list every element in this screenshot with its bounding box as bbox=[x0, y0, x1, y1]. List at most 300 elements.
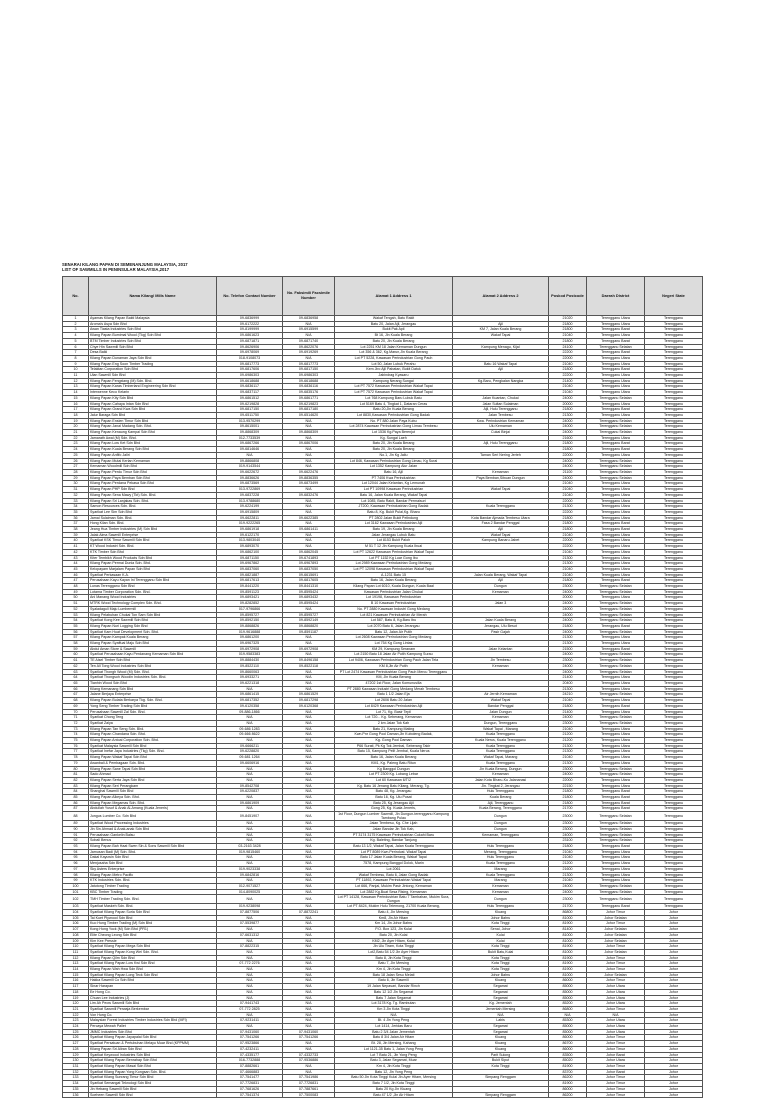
cell-address-1: Batu 18 Jalan Sesu Melati bbox=[335, 972, 453, 978]
cell-address-1: Batu 25, Kg Jerangau Ajil bbox=[335, 800, 453, 806]
cell-state: Terengganu bbox=[645, 715, 703, 721]
cell-mill-name: Kilang Papan Paya Bemban Sdn Bhd bbox=[89, 475, 217, 481]
cell-no: 49 bbox=[63, 589, 89, 595]
cell-contact-number: 09-8884430 bbox=[217, 658, 283, 664]
cell-mill-name: TMH Timber Trading Sdn. Bhd. bbox=[89, 895, 217, 904]
cell-fax-number: N/A bbox=[283, 927, 335, 933]
cell-state: Terengganu bbox=[645, 743, 703, 749]
cell-address-2: Jalan Kuantan, Chukai bbox=[453, 395, 549, 401]
cell-mill-name: Kilang Papan Kity Sdn Bhd bbox=[89, 395, 217, 401]
cell-district: Johor Timur bbox=[587, 1006, 645, 1012]
cell-fax-number: N/A bbox=[283, 855, 335, 861]
cell-address-1: Lot 2150 Batu 18 Jalan Air Putih Kampung Surau bbox=[335, 652, 453, 658]
cell-no: 4 bbox=[63, 333, 89, 339]
cell-state: Terengganu bbox=[645, 441, 703, 447]
cell-address-2: Jln Kuala Berang, Dungun bbox=[453, 766, 549, 772]
cell-postcode: 22000 bbox=[549, 355, 587, 361]
cell-postcode: 85000 bbox=[549, 995, 587, 1001]
cell-no: 100 bbox=[63, 883, 89, 889]
cell-state: Terengganu bbox=[645, 475, 703, 481]
cell-fax-number: 09-6837050 bbox=[283, 566, 335, 572]
cell-postcode: 85020 bbox=[549, 1058, 587, 1064]
cell-contact-number: 09-6861909 bbox=[217, 800, 283, 806]
cell-no: 75 bbox=[63, 738, 89, 744]
cell-postcode: 21040 bbox=[549, 849, 587, 855]
cell-no: 23 bbox=[63, 441, 89, 447]
cell-mill-name: Kilang Papan Kampak Kuala Berang bbox=[89, 635, 217, 641]
cell-no: 91 bbox=[63, 832, 89, 838]
cell-no: 24 bbox=[63, 447, 89, 453]
cell-district: Terengganu Utara bbox=[587, 709, 645, 715]
cell-no: 77 bbox=[63, 749, 89, 755]
cell-address-1: PT 11892, Kawasan Perindustrian Wakaf Tapai bbox=[335, 878, 453, 884]
cell-district: Terengganu Utara bbox=[587, 738, 645, 744]
cell-postcode: 23100 bbox=[549, 838, 587, 844]
cell-mill-name: Samon Resources Sdn. Bhd. bbox=[89, 504, 217, 510]
cell-address-1: 1st Floor, Dungun Lumber Sawmill, Jln Dungun-terengganu Kampung Tambang Pulau bbox=[335, 812, 453, 821]
cell-district: Terengganu Utara bbox=[587, 686, 645, 692]
cell-contact-number: 09-6817150 bbox=[217, 407, 283, 413]
cell-postcode: 81900 bbox=[549, 967, 587, 973]
cell-address-1: Lot 2989 Kawasan Perindustrian Gong Medang bbox=[335, 561, 453, 567]
cell-address-1: Bt. 28, Jln Mersing, Kahang bbox=[335, 1041, 453, 1047]
cell-postcode: 22000 bbox=[549, 538, 587, 544]
cell-address-2: Simpang Renggam bbox=[453, 1075, 549, 1081]
table-row bbox=[63, 675, 703, 681]
cell-contact-number: 07-7541266 bbox=[217, 1035, 283, 1041]
cell-postcode: 21300 bbox=[549, 561, 587, 567]
cell-no: 105 bbox=[63, 915, 89, 921]
cell-address-2: Jalan Kota Bharu-Ku Jalananasi bbox=[453, 777, 549, 783]
cell-district: Johor Utara bbox=[587, 1018, 645, 1024]
cell-postcode: 21500 bbox=[549, 646, 587, 652]
cell-postcode: 24000 bbox=[549, 772, 587, 778]
cell-postcode: 21800 bbox=[549, 447, 587, 453]
cell-no: 82 bbox=[63, 777, 89, 783]
cell-mill-name: Elite Cheong Leong Sdn Bhd bbox=[89, 932, 217, 938]
cell-no: 48 bbox=[63, 584, 89, 590]
cell-address-2: Ajil bbox=[453, 527, 549, 533]
cell-fax-number: 09-6622385 bbox=[283, 515, 335, 521]
cell-state: Johor bbox=[645, 1006, 703, 1012]
cell-fax-number: N/A bbox=[283, 772, 335, 778]
cell-address-1: Batu 4, Jln Mersing bbox=[335, 910, 453, 916]
cell-address-1: P66 Surati, Pk Kg Tok Jembal, Seberang Takir bbox=[335, 743, 453, 749]
cell-fax-number: N/A bbox=[283, 1012, 335, 1018]
cell-state: Johor bbox=[645, 989, 703, 995]
cell-mill-name: Syarikat Lee Sim Sdn Bhd bbox=[89, 509, 217, 515]
cell-address-1: Wakaf Tengah, Batu Rakit bbox=[335, 316, 453, 322]
cell-state: Terengganu bbox=[645, 675, 703, 681]
cell-address-2: Kuala Terengganu bbox=[453, 760, 549, 766]
cell-address-1: Lot PT 5228, Kawasan Perindustrian Gong Pauh bbox=[335, 355, 453, 361]
cell-fax-number: N/A bbox=[283, 832, 335, 838]
cell-fax-number: N/A bbox=[283, 984, 335, 990]
cell-postcode: 21020 bbox=[549, 316, 587, 322]
cell-fax-number: N/A bbox=[283, 464, 335, 470]
cell-no: 132 bbox=[63, 1069, 89, 1075]
cell-address-2: Kota Tinggi bbox=[453, 1064, 549, 1070]
cell-state: Terengganu bbox=[645, 373, 703, 379]
cell-contact-number: 012-7733539 bbox=[217, 435, 283, 441]
cell-mill-name: Tianhin Wood Sdn Bhd bbox=[89, 681, 217, 687]
cell-address-1: Lot 2070 Batu 6, Jalan Jerangau bbox=[335, 623, 453, 629]
cell-mill-name: Kemaman Woodmill Sdn Bhd bbox=[89, 464, 217, 470]
cell-fax-number: 09-6219823 bbox=[283, 401, 335, 407]
cell-postcode: 24000 bbox=[549, 601, 587, 607]
cell-postcode: 21040 bbox=[549, 549, 587, 555]
cell-mill-name: Chye Hin Sawmill Sdn Bhd bbox=[89, 344, 217, 350]
cell-state: Terengganu bbox=[645, 578, 703, 584]
cell-district: Johor Timur bbox=[587, 1086, 645, 1092]
cell-contact-number: 09-6606916 bbox=[217, 760, 283, 766]
cell-address-1: B 10 Kawasan Perindustrian bbox=[335, 601, 453, 607]
cell-state: Terengganu bbox=[645, 469, 703, 475]
cell-address-2: Hulu Terengganu bbox=[453, 855, 549, 861]
cell-contact-number: 09-6871150 bbox=[217, 555, 283, 561]
cell-district: Terengganu Utara bbox=[587, 555, 645, 561]
cell-address-1: Bt 16, Jln Kuala Berang bbox=[335, 333, 453, 339]
cell-contact-number: 09-6622672 bbox=[217, 469, 283, 475]
cell-no: 88 bbox=[63, 812, 89, 821]
cell-no: 64 bbox=[63, 675, 89, 681]
cell-fax-number: N/A bbox=[283, 686, 335, 692]
cell-mill-name: MTRK Wood Technology Complex Sdn. Bhd. bbox=[89, 601, 217, 607]
cell-contact-number: 07-8882661 bbox=[217, 1064, 283, 1070]
cell-address-2: Kluang bbox=[453, 978, 549, 984]
cell-address-2: Labis bbox=[453, 1018, 549, 1024]
cell-no: 19 bbox=[63, 418, 89, 424]
cell-state: Johor bbox=[645, 949, 703, 955]
cell-address-2: Hulu Terengganu bbox=[453, 904, 549, 910]
cell-district: Johor Utara bbox=[587, 1058, 645, 1064]
cell-contact-number: 09-681 1264 bbox=[217, 755, 283, 761]
cell-district: Terengganu Utara bbox=[587, 872, 645, 878]
cell-postcode: 86700 bbox=[549, 1041, 587, 1047]
cell-state: Johor bbox=[645, 995, 703, 1001]
cell-contact-number: 019-9583383 bbox=[217, 652, 283, 658]
cell-contact-number: 019-9238098 bbox=[217, 904, 283, 910]
cell-address-1: Lot 8153 Bukit Paloh bbox=[335, 538, 453, 544]
cell-no: 53 bbox=[63, 612, 89, 618]
cell-address-1: Lot PT 1152 Kg Luar Gong Ibu bbox=[335, 555, 453, 561]
cell-district: Johor Timur bbox=[587, 961, 645, 967]
cell-address-1: Batu 16, Ajil bbox=[335, 469, 453, 475]
cell-state: Terengganu bbox=[645, 487, 703, 493]
cell-no: 1 bbox=[63, 316, 89, 322]
cell-address-2: Ulu Kemaman bbox=[453, 424, 549, 430]
cell-fax-number: N/A bbox=[283, 766, 335, 772]
cell-postcode: 21040 bbox=[549, 572, 587, 578]
cell-postcode: 23000 bbox=[549, 895, 587, 904]
cell-mill-name: Kilang Papan Kenaung Kampai Sdn Bhd bbox=[89, 430, 217, 436]
cell-fax-number: 09-6832476 bbox=[283, 492, 335, 498]
cell-mill-name: Abdullah Yusof & Anak Al-Amang (Kuala Jeneris) bbox=[89, 806, 217, 812]
table-row bbox=[63, 806, 703, 812]
cell-mill-name: Jalur Baraga Sdn Bhd bbox=[89, 412, 217, 418]
cell-contact-number: N/A bbox=[217, 1012, 283, 1018]
cell-address-1: Lot 5169 Batu 4, Tingkat 1, Dataran Ceras bbox=[335, 401, 453, 407]
cell-postcode: 24100 bbox=[549, 344, 587, 350]
cell-district: Terengganu Selatan bbox=[587, 652, 645, 658]
cell-postcode: 81900 bbox=[549, 1064, 587, 1070]
cell-fax-number: N/A bbox=[283, 321, 335, 327]
cell-mill-name: Ani Manang Wood Industries bbox=[89, 595, 217, 601]
cell-contact-number: 09-8868826 bbox=[217, 623, 283, 629]
cell-fax-number: N/A bbox=[283, 861, 335, 867]
cell-postcode: 21800 bbox=[549, 327, 587, 333]
cell-address-2: Ajil bbox=[453, 367, 549, 373]
cell-address-1: Batu 6, Jln Sawmill bbox=[335, 978, 453, 984]
cell-no: 42 bbox=[63, 549, 89, 555]
cell-fax-number: 09-6867006 bbox=[283, 441, 335, 447]
cell-postcode: 22200 bbox=[549, 509, 587, 515]
cell-postcode: 21300 bbox=[549, 686, 587, 692]
cell-contact-number: 09-6122170 bbox=[217, 532, 283, 538]
cell-postcode: 21800 bbox=[549, 795, 587, 801]
cell-postcode: 23000 bbox=[549, 766, 587, 772]
cell-contact-number: 09-6978069 bbox=[217, 350, 283, 356]
cell-district: Terengganu Utara bbox=[587, 384, 645, 390]
cell-state: Terengganu bbox=[645, 527, 703, 533]
cell-state: Johor bbox=[645, 1081, 703, 1087]
cell-address-1: Batu 21, Kampung Mating bbox=[335, 726, 453, 732]
cell-contact-number: 07-8877506 bbox=[217, 910, 283, 916]
cell-no: 97 bbox=[63, 866, 89, 872]
cell-no: 98 bbox=[63, 872, 89, 878]
cell-state: Terengganu bbox=[645, 726, 703, 732]
cell-state: Terengganu bbox=[645, 333, 703, 339]
cell-state: Terengganu bbox=[645, 595, 703, 601]
cell-no: 70 bbox=[63, 709, 89, 715]
cell-contact-number: 09-6228820 bbox=[217, 749, 283, 755]
cell-address-1: Batu 15, Kampung Pelit Jembal, Kuala Nerus bbox=[335, 749, 453, 755]
table-row bbox=[63, 738, 703, 744]
cell-postcode: 21400 bbox=[549, 675, 587, 681]
cell-contact-number: 09-886-1866 bbox=[217, 709, 283, 715]
cell-address-2: Ajil, Hulu Terengganu bbox=[453, 407, 549, 413]
cell-district: Terengganu Barat bbox=[587, 703, 645, 709]
cell-postcode: 22200 bbox=[549, 350, 587, 356]
cell-address-1: PT 7406 Kwa Perindustrian bbox=[335, 475, 453, 481]
cell-contact-number: 07-7726831 bbox=[217, 1081, 283, 1087]
cell-no: 110 bbox=[63, 944, 89, 950]
cell-postcode: 21600 bbox=[549, 435, 587, 441]
cell-postcode: 24000 bbox=[549, 424, 587, 430]
cell-address-1: 2 km Jalan Tok Kah bbox=[335, 720, 453, 726]
cell-contact-number: N/A bbox=[217, 806, 283, 812]
cell-postcode: 24000 bbox=[549, 589, 587, 595]
cell-postcode: 23000 bbox=[549, 658, 587, 664]
cell-mill-name: Awanbali & Pembagaan Sdn. Bhd. bbox=[89, 760, 217, 766]
cell-district: Terengganu Barat bbox=[587, 843, 645, 849]
cell-address-2: Dungun, Terengganu bbox=[453, 720, 549, 726]
sawmill-table bbox=[62, 276, 703, 1098]
cell-no: 31 bbox=[63, 487, 89, 493]
cell-district: Terengganu Selatan bbox=[587, 464, 645, 470]
cell-no: 40 bbox=[63, 538, 89, 544]
cell-mill-name: Kiter Tembikh Wood Products Sdn Bhd bbox=[89, 555, 217, 561]
cell-postcode: 85000 bbox=[549, 1029, 587, 1035]
cell-contact-number: N/A bbox=[217, 967, 283, 973]
cell-postcode: 85000 bbox=[549, 989, 587, 995]
cell-fax-number: N/A bbox=[283, 904, 335, 910]
cell-address-1: Lot 587, Batu 8, Kg.Baru Ibu bbox=[335, 618, 453, 624]
cell-state: Terengganu bbox=[645, 698, 703, 704]
cell-address-1: Lot 3178 Kg. Tg. Rambutan bbox=[335, 1001, 453, 1007]
cell-contact-number: N/A bbox=[217, 715, 283, 721]
cell-no: 62 bbox=[63, 663, 89, 669]
cell-address-1: Jalan Bandar Jln Tok Kah, bbox=[335, 826, 453, 832]
cell-postcode: 21800 bbox=[549, 521, 587, 527]
cell-contact-number: 09-6220837 bbox=[217, 789, 283, 795]
cell-district: Terengganu Utara bbox=[587, 732, 645, 738]
cell-district: Terengganu Utara bbox=[587, 698, 645, 704]
cell-contact-number: 09-6893070 bbox=[217, 544, 283, 550]
cell-mill-name: Syarikat KSK Timur Sawmill Sdn Bhd bbox=[89, 538, 217, 544]
cell-fax-number: N/A bbox=[283, 795, 335, 801]
cell-district: Terengganu Selatan bbox=[587, 692, 645, 698]
cell-address-1: Lot 12044 Jalan Kelantan, Kg Lemunah bbox=[335, 481, 453, 487]
cell-postcode: 21600 bbox=[549, 866, 587, 872]
cell-fax-number: N/A bbox=[283, 720, 335, 726]
cell-mill-name: Interwenne Keco Kelarin bbox=[89, 390, 217, 396]
cell-district: Terengganu Selatan bbox=[587, 601, 645, 607]
cell-state: Terengganu bbox=[645, 646, 703, 652]
cell-postcode: 81000 bbox=[549, 915, 587, 921]
cell-state: Terengganu bbox=[645, 321, 703, 327]
cell-postcode: 21040 bbox=[549, 481, 587, 487]
cell-fax-number: N/A bbox=[283, 812, 335, 821]
cell-district: Terengganu Utara bbox=[587, 566, 645, 572]
cell-district: Terengganu Utara bbox=[587, 504, 645, 510]
cell-district: Johor Timur bbox=[587, 1081, 645, 1087]
cell-contact-number: N/A bbox=[217, 927, 283, 933]
cell-fax-number: 09-8591187 bbox=[283, 629, 335, 635]
cell-fax-number: N/A bbox=[283, 435, 335, 441]
cell-no: 125 bbox=[63, 1029, 89, 1035]
cell-mill-name: Sinar Harapan bbox=[89, 984, 217, 990]
cell-mill-name: Kilang Papan Anfifo Jaliri bbox=[89, 452, 217, 458]
cell-contact-number: N/A bbox=[217, 795, 283, 801]
cell-fax-number: N/A bbox=[283, 978, 335, 984]
cell-mill-name: Von Hung Co. bbox=[89, 1012, 217, 1018]
cell-address-2: Jalan Kuala Berang bbox=[453, 618, 549, 624]
cell-mill-name: Kilang Papan Kuala Berang Sdn Bhd bbox=[89, 447, 217, 453]
cell-address-1: KM1, Kg. Paleng Batu Ritun bbox=[335, 760, 453, 766]
cell-district: Terengganu Selatan bbox=[587, 826, 645, 832]
cell-address-2: Dungun bbox=[453, 826, 549, 832]
cell-contact-number: 09-686 1283 bbox=[217, 726, 283, 732]
cell-district: Terengganu Barat bbox=[587, 789, 645, 795]
cell-address-1: KM 29, Kampung Seranam bbox=[335, 646, 453, 652]
cell-postcode: 21040 bbox=[549, 726, 587, 732]
cell-no: 66 bbox=[63, 686, 89, 692]
cell-postcode: 81000 bbox=[549, 932, 587, 938]
cell-postcode: 24000 bbox=[549, 606, 587, 612]
table-row bbox=[63, 612, 703, 618]
cell-address-1: 7578, Kampung Banggol Dolok, Marin bbox=[335, 861, 453, 867]
cell-address-2: Kemaman bbox=[453, 715, 549, 721]
cell-contact-number: 09-6915809 bbox=[217, 509, 283, 515]
cell-state: Johor bbox=[645, 1086, 703, 1092]
cell-fax-number: N/A bbox=[283, 635, 335, 641]
cell-address-2: Jalan 3 bbox=[453, 601, 549, 607]
cell-postcode: 21040 bbox=[549, 855, 587, 861]
cell-district: Terengganu Selatan bbox=[587, 475, 645, 481]
cell-fax-number: N/A bbox=[283, 777, 335, 783]
table-row bbox=[63, 949, 703, 955]
cell-address-2: Johor Bahru bbox=[453, 915, 549, 921]
cell-fax-number: N/A bbox=[283, 1041, 335, 1047]
cell-mill-name: Kilang Papan Fengxiang (M) Sdn. Bhd. bbox=[89, 378, 217, 384]
cell-postcode: 83500 bbox=[549, 1052, 587, 1058]
cell-address-1: Batu 3, Jalan Segamat, Muar bbox=[335, 1058, 453, 1064]
cell-address-1: Lot PT 12622 Kawasan Perindustrian Wakaf Tapai bbox=[335, 549, 453, 555]
cell-contact-number: 09-6837117 bbox=[217, 390, 283, 396]
cell-mill-name: Kilang Papan Bumimal Wood (Tkg) Sdn Bhd bbox=[89, 333, 217, 339]
cell-mill-name: Shanghai Sawmill Sdn Bhd bbox=[89, 789, 217, 795]
cell-district: Johor Selatan bbox=[587, 932, 645, 938]
cell-state: Johor bbox=[645, 984, 703, 990]
cell-district: Johor Utara bbox=[587, 1029, 645, 1035]
cell-state: Terengganu bbox=[645, 777, 703, 783]
header-address-1: Alamat 1 Address 1 bbox=[335, 277, 453, 316]
cell-no: 94 bbox=[63, 849, 89, 855]
cell-state: Terengganu bbox=[645, 738, 703, 744]
cell-fax-number: 09-6120368 bbox=[283, 703, 335, 709]
cell-address-2: Jalan Kelantan bbox=[453, 646, 549, 652]
cell-fax-number: N/A bbox=[283, 1006, 335, 1012]
cell-address-1: Batu 1 1/2 Jalan Eja bbox=[335, 692, 453, 698]
cell-postcode: 21040 bbox=[549, 566, 587, 572]
cell-no: 113 bbox=[63, 961, 89, 967]
cell-no: 20 bbox=[63, 424, 89, 430]
cell-mill-name: Kilang Papan Wakaf Tapai Sdn Bhd bbox=[89, 755, 217, 761]
cell-fax-number: 09-6873499 bbox=[283, 481, 335, 487]
cell-state: Johor bbox=[645, 1024, 703, 1030]
cell-mill-name: Lotama Timber Corporation Sdn. Bhd. bbox=[89, 589, 217, 595]
table-row bbox=[63, 333, 703, 339]
cell-mill-name: Kuo Hung Timber Trading (M) Sdn Bhd bbox=[89, 921, 217, 927]
cell-no: 7 bbox=[63, 350, 89, 356]
cell-district: Terengganu Selatan bbox=[587, 589, 645, 595]
cell-address-2: Kuala Nerus, Kuala Terengganu bbox=[453, 738, 549, 744]
cell-postcode: 24000 bbox=[549, 715, 587, 721]
cell-address-2: Ajil, Hulu Terengganu bbox=[453, 441, 549, 447]
cell-state: Terengganu bbox=[645, 629, 703, 635]
cell-address-2: Air Jernih Kemaman bbox=[453, 692, 549, 698]
cell-mill-name: Syarikat Perusahaan Kayu Perdanang Kemaman Sdn Bhd bbox=[89, 652, 217, 658]
cell-postcode: 24000 bbox=[549, 889, 587, 895]
cell-address-1: Jalan Tembesu, Kg. Che Lijah bbox=[335, 821, 453, 827]
cell-fax-number: 09-8595424 bbox=[283, 601, 335, 607]
cell-address-1: Lot 754 Kg Gong Lintas bbox=[335, 641, 453, 647]
cell-mill-name: Aroma's Asya Sdn Bhd bbox=[89, 321, 217, 327]
cell-address-2: Ajil bbox=[453, 321, 549, 327]
cell-contact-number: 09-6861623 bbox=[217, 333, 283, 339]
cell-address-2: Taman Seri Nering Jerteh bbox=[453, 452, 549, 458]
cell-district: Terengganu Utara bbox=[587, 755, 645, 761]
cell-fax-number: N/A bbox=[283, 606, 335, 612]
cell-fax-number: N/A bbox=[283, 866, 335, 872]
cell-fax-number: N/A bbox=[283, 544, 335, 550]
cell-postcode: 21200 bbox=[549, 738, 587, 744]
cell-mill-name: Kilang Papan Grand Kwa Sdn Bhd bbox=[89, 407, 217, 413]
cell-mill-name: Sobali Benus bbox=[89, 838, 217, 844]
cell-state: Johor bbox=[645, 955, 703, 961]
cell-fax-number: 07-7500083 bbox=[283, 1092, 335, 1098]
